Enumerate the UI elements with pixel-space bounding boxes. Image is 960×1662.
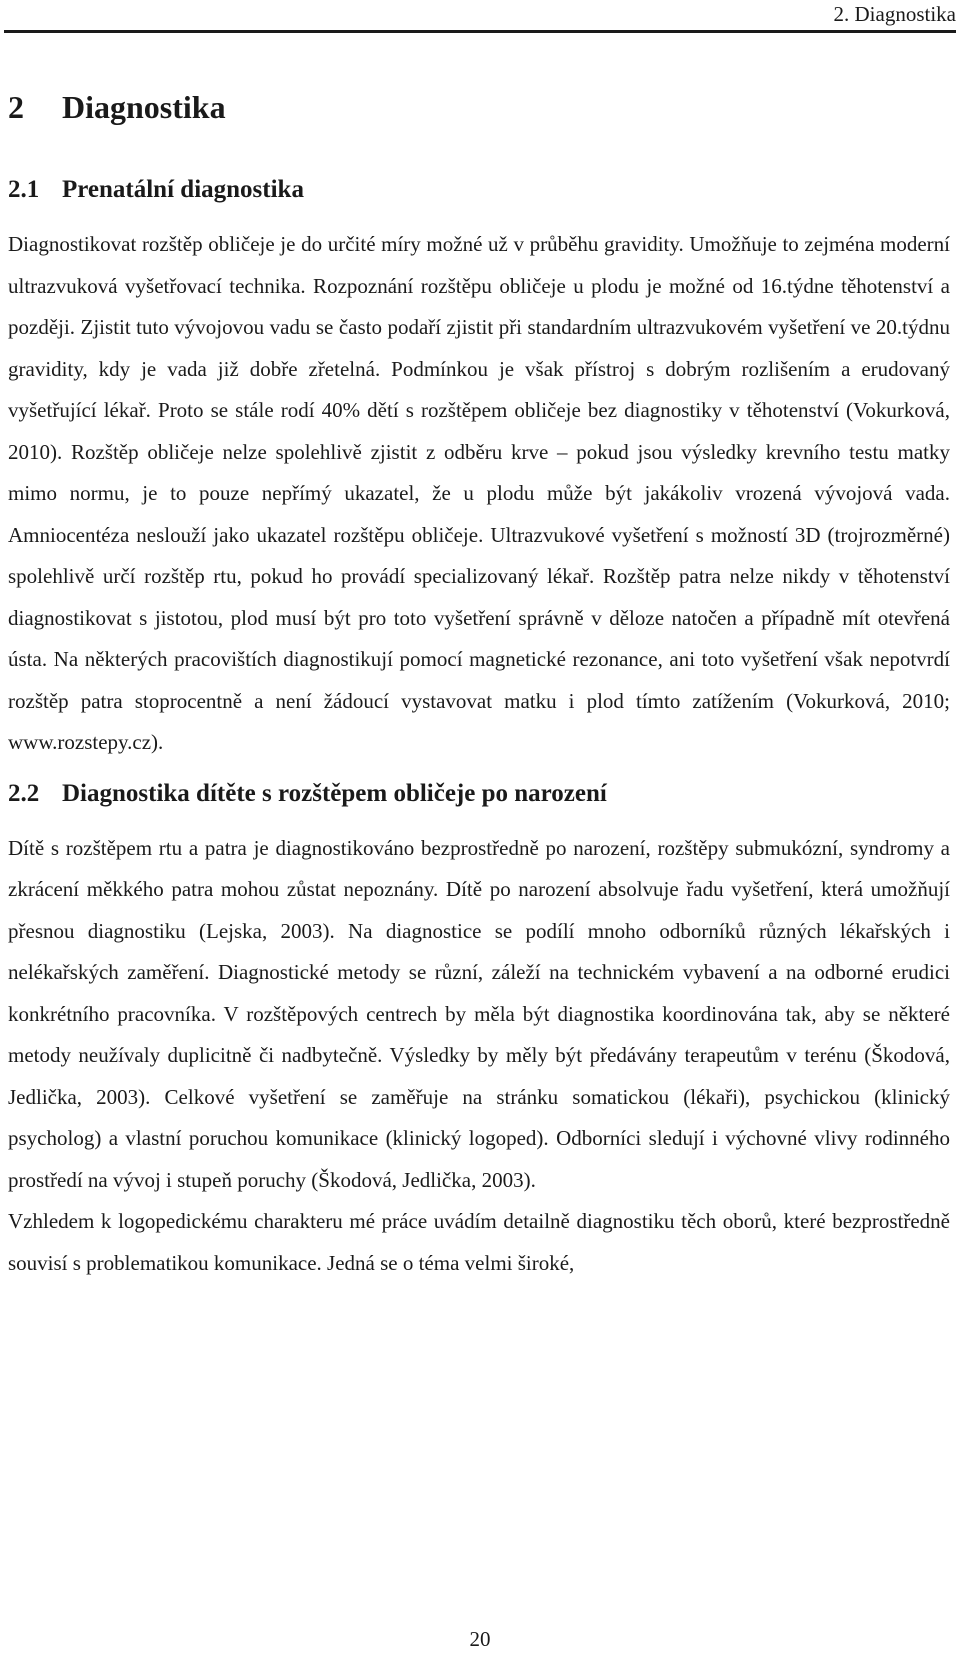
chapter-heading xyxy=(8,82,950,132)
section-paragraph: Dítě s rozštěpem rtu a patra je diagnostikováno bezprostředně po narození, rozštěpy submukózní, syndromy a zkrácení měkkého patra mohou zůstat nepoznány. Dítě po narození absolvuje řadu vyšetření, která umožňují přesnou diagnostiku (Lejska, 2003). Na diagnostice se podílí mnoho odborníků různých lékařských i nelékařských zaměření. Diagnostické metody se různí, záleží na technickém vybavení a na odborné erudici konkrétního pracovníka. V rozštěpových centrech by měla být diagnostika koordinována tak, aby se některé metody neužívaly duplicitně či nadbytečně. Výsledky by měly být předávány terapeutům v terénu (Škodová, Jedlička, 2003). Celkové vyšetření se zaměřuje na stránku somatickou (lékaři), psychickou (klinický psycholog) a vlastní poruchou komunikace (klinický logoped). Odborníci sledují i výchovné vlivy rodinného prostředí na vývoj i stupeň poruchy (Škodová, Jedlička, 2003). xyxy=(8,835,950,1192)
section-number: 2.1 xyxy=(8,176,40,203)
running-header: 2. Diagnostika xyxy=(833,2,956,26)
section-heading-prenatal xyxy=(8,170,950,210)
section-paragraph: Vzhledem k logopedickému charakteru mé práce uvádím detailně diagnostiku těch oborů, které bezprostředně souvisí s problematikou komunikace. Jedná se o téma velmi široké, xyxy=(8,1209,950,1275)
page-number: 20 xyxy=(469,1627,491,1651)
chapter-number: 2 xyxy=(8,89,24,125)
section-paragraph: Diagnostikovat rozštěp obličeje je do určité míry možné už v průběhu gravidity. Umožňuje to zejména moderní ultrazvuková vyšetřovací technika. Rozpoznání rozštěpu obličeje u plodu je možné od 16.týdne těhotenství a později. Zjistit tuto vývojovou vadu se často podaří zjistit při standardním ultrazvukovém vyšetření ve 20.týdnu gravidity, kdy je vada již dobře zřetelná. Podmínkou je však přístroj s dobrým rozlišením a erudovaný vyšetřující lékař. Proto se stále rodí 40% dětí s rozštěpem obličeje bez diagnostiky v těhotenství (Vokurková, 2010). Rozštěp obličeje nelze spolehlivě zjistit z odběru krve – pokud jsou výsledky krevního testu matky mimo normu, je to pouze nepřímý ukazatel, že u plodu může být jakákoliv vrozená vývojová vada. Amniocentéza neslouží jako ukazatel rozštěpu obličeje. Ultrazvukové vyšetření s možností 3D (trojrozměrné) spolehlivě určí rozštěp rtu, pokud ho provádí specializovaný lékař. Rozštěp patra nelze nikdy v těhotenství diagnostikovat s jistotou, plod musí být pro toto vyšetření správně v děloze natočen a případně mít otevřená ústa. Na některých pracovištích diagnostikují pomocí magnetické rezonance, ani toto vyšetření však nepotvrdí rozštěp patra stoprocentně a není žádoucí vystavovat matku i plod tímto zatížením (Vokurková, 2010; www.rozstepy.cz). xyxy=(8,232,950,754)
header-rule xyxy=(4,30,956,33)
section-number: 2.2 xyxy=(8,779,40,807)
page-content xyxy=(8,82,950,1284)
section-title: Prenatální diagnostika xyxy=(62,176,304,203)
section-heading-postnatal xyxy=(8,774,950,814)
section-title: Diagnostika dítěte s rozštěpem obličeje po narození xyxy=(62,779,607,807)
chapter-title: Diagnostika xyxy=(62,89,226,125)
